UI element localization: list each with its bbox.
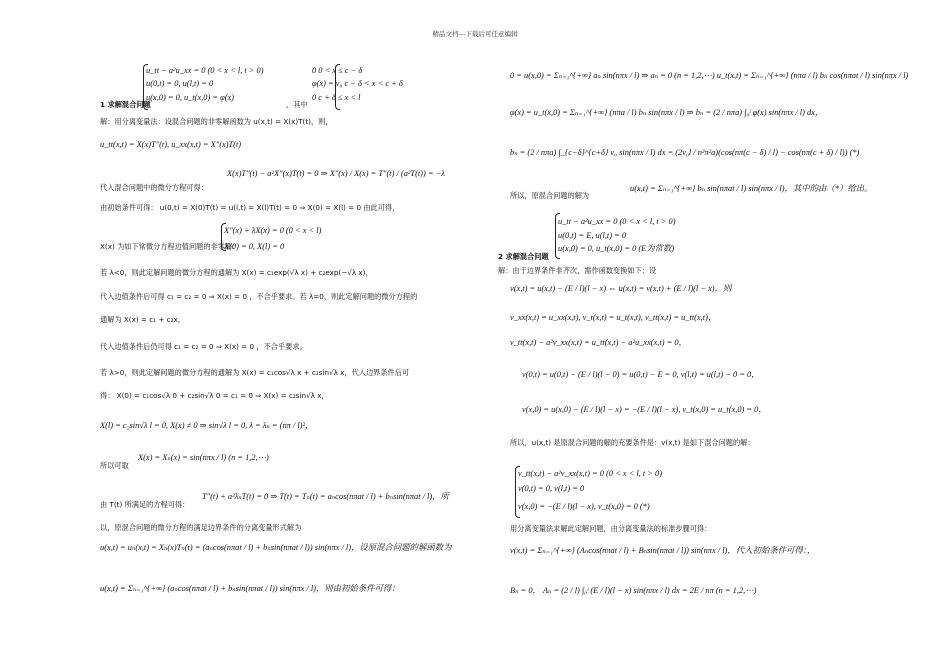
right-line: 解：由于边界条件非齐次，需作函数变换如下：设 xyxy=(498,266,657,275)
left-line: u_tt(x,t) = X(x)T″(t), u_xx(x,t) = X″(x)T(t) xyxy=(100,140,242,149)
left-line: 以，原混合问题的微分方程的满足边界条件的分离变量形式解为 xyxy=(100,523,302,532)
left-line: T″(t) + a²λₙT(t) = 0 ⇒ T(t) = Tₙ(t) = aₙcos(nπat / l) + bₙsin(nπat / l)，所 xyxy=(202,492,449,501)
right-line: u(x,0) = 0, u_t(x,0) = 0 (E为常数) xyxy=(558,244,675,253)
right-line: v_tt(x,t) − a²v_xx(x,t) = 0 (0 < x < l, t > 0) xyxy=(518,469,663,478)
left-line: 1 求解混合问题 xyxy=(100,100,151,109)
left-line: 代入混合问题中的微分方程可得： xyxy=(100,183,208,192)
left-line: u(x,t) = Σₙ₌₁^{+∞} (aₙcos(nπat / l) + bₙsin(nπat / l)) sin(nπx / l)，则由初始条件可得： xyxy=(100,584,400,593)
left-line: φ(x) = v₀ c − δ < x < c + δ xyxy=(312,79,403,88)
left-line: 0 c + δ ≤ x < l xyxy=(312,93,361,102)
right-line: v_tt(x,t) − a²v_xx(x,t) = u_tt(x,t) − a²u_xx(x,t) = 0， xyxy=(510,338,687,347)
right-line: u(0,t) = E, u(l,t) = 0 xyxy=(558,231,627,240)
left-line: 若 λ>0，则此定解问题的微分方程的通解为 X(x) = c₁cos√λ x + c₂sin√λ x，代入边界条件后可 xyxy=(100,368,410,377)
left-line: X(l) = c₂sin√λ l = 0, X(x) ≠ 0 ⇒ sin√λ l = 0, λ = λₙ = (nπ / l)²， xyxy=(100,421,314,430)
right-line: v(0,t) = u(0,t) − (E / l)(l − 0) = u(0,t) − E = 0, v(l,t) = u(l,t) − 0 = 0， xyxy=(522,370,760,379)
right-line: u_tt − a²u_xx = 0 (0 < x < l, t > 0) xyxy=(558,217,676,226)
left-line: 所以可取 xyxy=(100,461,129,470)
right-line: v(x,0) = u(x,0) − (E / l)(l − x) = −(E / l)(l − x), v_t(x,0) = u_t(x,0) = 0， xyxy=(522,405,767,414)
right-line: v(0,t) = 0, v(l,t) = 0 xyxy=(518,484,585,493)
left-line: u(x,t) = uₙ(x,t) = Xₙ(x)Tₙ(t) = (aₙcos(nπat / l) + bₙsin(nπat / l)) sin(nπx / l)，设原混合问题的解函数为 xyxy=(100,543,452,552)
page-header: 精品文档---下载后可任意编辑 xyxy=(432,30,518,38)
left-line: ，其中 xyxy=(286,100,308,109)
left-line: 代入边值条件后可得 c₁ = c₂ = 0 ⇒ X(x) = 0 ，不合乎要求。若 λ=0，则此定解问题的微分方程的 xyxy=(100,292,418,301)
right-line: v(x,0) = −(E / l)(l − x), v_t(x,0) = 0 (*) xyxy=(518,502,650,511)
right-line: Bₙ = 0， Aₙ = (2 / l) ∫₀ˡ (E / l)(l − x) sin(nπx / l) dx = 2E / nπ (n = 1,2,⋯) xyxy=(510,586,757,595)
left-line: X″(x) + λX(x) = 0 (0 < x < l) xyxy=(224,226,322,235)
right-line: φ(x) = u_t(x,0) = Σₙ₌₁^{+∞} (nπa / l) bₙ sin(nπx / l) ⇒ bₙ = (2 / nπa) ∫₀ˡ φ(x) sin(nπx / l) dx， xyxy=(510,108,824,117)
system-brace xyxy=(143,64,148,110)
right-line: u(x,t) = Σₙ₌₁^{+∞} bₙ sin(nπat / l) sin(nπx / l)，其中的由（*）给出。 xyxy=(630,184,873,193)
left-line: 得： X(0) = c₁cos√λ 0 + c₂sin√λ 0 = c₁ = 0 ⇒ X(x) = c₂sin√λ x， xyxy=(100,391,329,400)
left-line: X(x) = Xₙ(x) = sin(nπx / l) (n = 1,2,⋯) xyxy=(138,453,269,462)
right-line: 0 = u(x,0) = Σₙ₌₁^{+∞} aₙ sin(nπx / l) ⇒ aₙ = 0 (n = 1,2,⋯) u_t(x,t) = Σₙ₌₁^{+∞} (nπa / l) bₙ cos(nπat / l) sin(nπx / l) xyxy=(510,71,909,80)
right-line: bₙ = (2 / nπa) ∫_{c−δ}^{c+δ} v₀ sin(nπx / l) dx = (2v₀l / n²π²a)(cos(nπ(c − δ) / l) − cos(nπ(c + δ) / l)) (*) xyxy=(510,148,860,157)
left-line: 解：用分离变量法：设混合问题的非零解函数为 u(x,t) = X(x)T(t)，则， xyxy=(100,117,333,126)
right-line: v_xx(x,t) = u_xx(x,t), v_t(x,t) = u_t(x,t), v_tt(x,t) = u_tt(x,t)， xyxy=(510,313,717,322)
left-line: 通解为 X(x) = c₁ + c₂x， xyxy=(100,315,185,324)
right-line: 2 求解混合问题 xyxy=(498,252,549,261)
system-brace-2 xyxy=(555,213,560,259)
right-line: v(x,t) = u(x,t) − (E / l)(l − x) ⇔ u(x,t) = v(x,t) + (E / l)(l − x)，则 xyxy=(510,284,732,293)
right-line: 用分离变量法求解此定解问题，由分离变量法的标准步骤可得： xyxy=(510,524,712,533)
ode-brace xyxy=(221,223,226,251)
left-line: u(0,t) = 0, u(l,t) = 0 xyxy=(146,79,214,88)
left-line: X(x) 为如下常微分方程边值问题的非零解： xyxy=(100,242,240,251)
right-line: 所以，u(x,t) 是原混合问题的解的充要条件是：v(x,t) 是如下混合问题的解： xyxy=(510,438,755,447)
left-line: 由 T(t) 所满足的方程可得： xyxy=(100,500,190,509)
left-line: 0 0 < x ≤ c − δ xyxy=(312,66,363,75)
system-brace-3 xyxy=(515,466,520,518)
left-line: u(x,0) = 0, u_t(x,0) = φ(x) xyxy=(146,93,235,102)
left-line: 由初始条件可得： u(0,t) = X(0)T(t) = u(l,t) = X(l)T(t) = 0 ⇒ X(0) = X(l) = 0 由此可得， xyxy=(100,203,400,212)
left-line: X(x)T″(t) − a²X″(x)T(t) = 0 ⇒ X″(x) / X(x) = T″(t) / (a²T(t)) = −λ xyxy=(227,169,445,178)
right-line: v(x,t) = Σₙ₌₁^{+∞} (Aₙcos(nπat / l) + Bₙsin(nπat / l)) sin(nπx / l)，代入初始条件可得：， xyxy=(510,546,816,555)
piecewise-brace xyxy=(335,64,340,110)
left-line: 代入边值条件后仍可得 c₁ = c₂ = 0 ⇒ X(x) = 0 ，不合乎要求。 xyxy=(100,342,307,351)
left-line: 若 λ<0，则此定解问题的微分方程的通解为 X(x) = c₁exp(√λ x) + c₂exp(−√λ x)， xyxy=(100,268,373,277)
right-line: 所以，原混合问题的解为 xyxy=(510,191,590,200)
left-line: u_tt − a²u_xx = 0 (0 < x < l, t > 0) xyxy=(146,66,264,75)
left-line: X(0) = 0, X(l) = 0 xyxy=(224,242,285,251)
